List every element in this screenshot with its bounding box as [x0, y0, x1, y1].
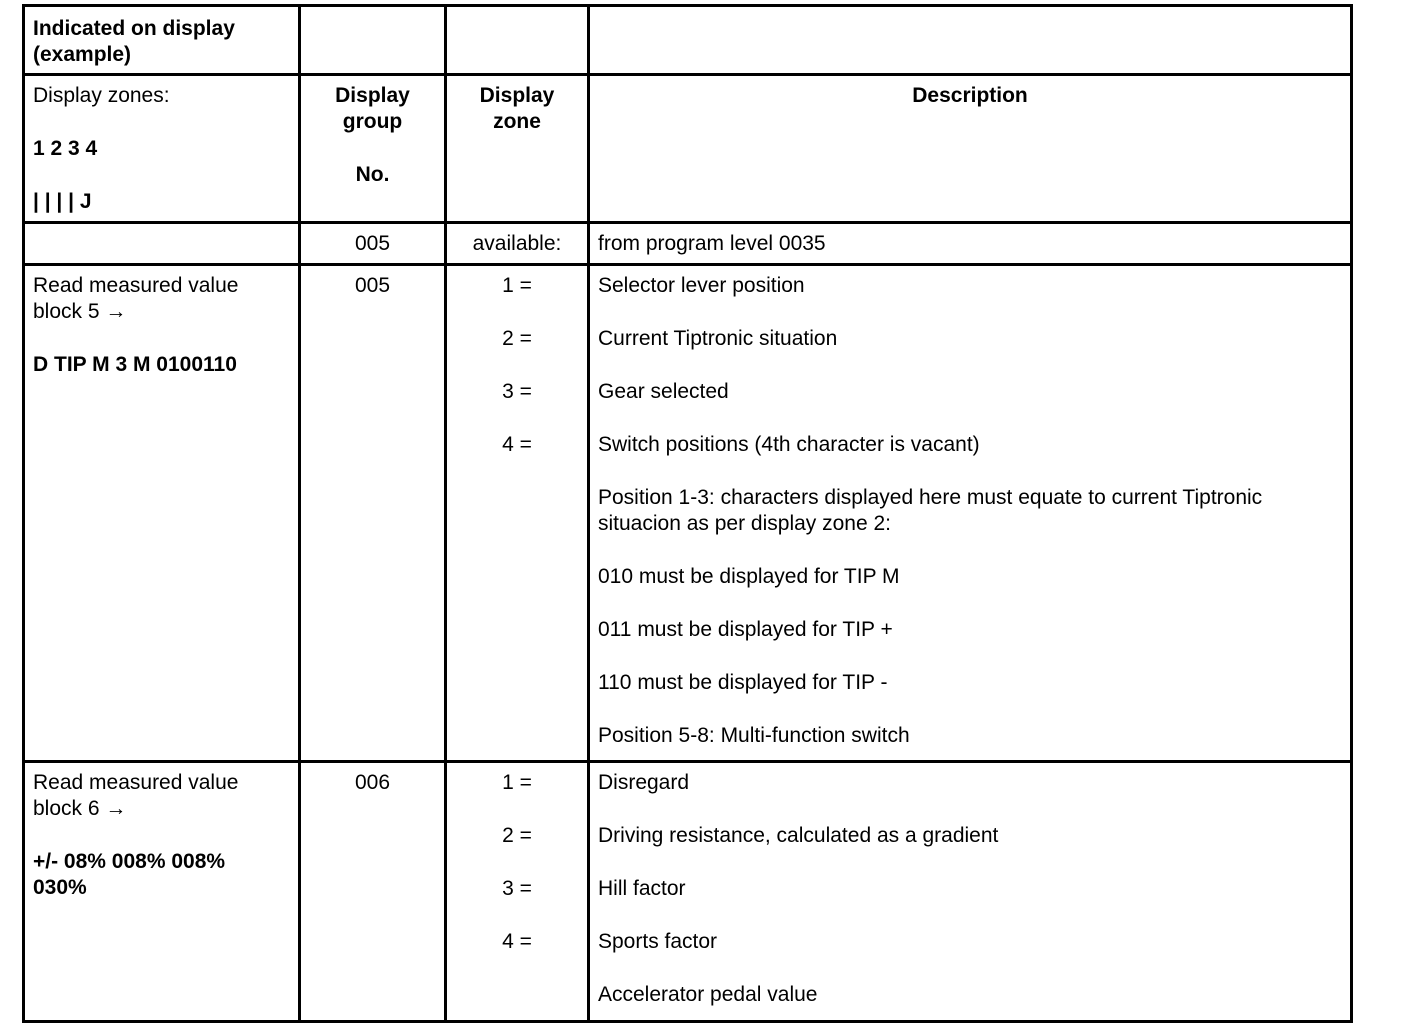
- col1-header-cell: [24, 6, 300, 75]
- block5-description-7: 011 must be displayed for TIP +: [598, 618, 893, 641]
- block5-zone-1: 1 =: [502, 274, 532, 297]
- block6-zone-2: 2 =: [502, 824, 532, 847]
- block5-row: [24, 265, 1352, 762]
- display-zone-header-line2: zone: [493, 110, 541, 133]
- block6-zone-cell: [446, 762, 589, 1022]
- block6-zone-3: 3 =: [502, 877, 532, 900]
- availability-description-cell: [589, 223, 1352, 265]
- block5-description-5: Position 1-3: characters displayed here must equate to current Tiptronic situacion as per display zone 2:: [598, 486, 1263, 535]
- display-group-header-line3: No.: [355, 163, 390, 186]
- empty-header-cell: [446, 6, 589, 75]
- block6-row: [24, 762, 1352, 1022]
- availability-description: from program level 0035: [598, 232, 826, 255]
- description-header-title: Description: [912, 84, 1028, 107]
- description-header-cell: [589, 75, 1352, 223]
- block5-zone-cell: [446, 265, 589, 762]
- block5-description-9: Position 5-8: Multi-function switch: [598, 724, 910, 747]
- block6-description-2: Driving resistance, calculated as a gradient: [598, 824, 999, 847]
- display-zones-cell: [24, 75, 300, 223]
- display-zones-markers: | | | | J: [33, 190, 92, 213]
- block5-display-cell: [24, 265, 300, 762]
- display-zone-header-line1: Display: [479, 84, 555, 107]
- block5-zone-2: 2 =: [502, 327, 532, 350]
- block6-display-cell: [24, 762, 300, 1022]
- block5-group-cell: [300, 265, 446, 762]
- block6-description-1: Disregard: [598, 771, 690, 794]
- availability-zone-cell: [446, 223, 589, 265]
- block5-description-2: Current Tiptronic situation: [598, 327, 838, 350]
- availability-zone: available:: [472, 232, 562, 255]
- availability-empty-cell: [24, 223, 300, 265]
- empty-header-cell: [300, 6, 446, 75]
- block6-group: 006: [354, 771, 391, 794]
- block5-display-value: D TIP M 3 M 0100110: [33, 353, 237, 376]
- block6-description-5: Accelerator pedal value: [598, 983, 818, 1006]
- block6-zone-1: 1 =: [502, 771, 532, 794]
- block5-group: 005: [354, 274, 391, 297]
- block5-zone-4: 4 =: [502, 433, 532, 456]
- block6-description-cell: [589, 762, 1352, 1022]
- availability-group: 005: [354, 232, 391, 255]
- block5-zone-3: 3 =: [502, 380, 532, 403]
- display-group-header-cell: [300, 75, 446, 223]
- col1-header-title: Indicated on display (example): [33, 17, 235, 66]
- display-group-header-line2: group: [342, 110, 403, 133]
- block5-description-6: 010 must be displayed for TIP M: [598, 565, 900, 588]
- block6-read-line1: Read measured value: [33, 771, 239, 794]
- block5-description-8: 110 must be displayed for TIP -: [598, 671, 888, 694]
- measured-value-table: [22, 4, 1353, 1023]
- availability-group-cell: [300, 223, 446, 265]
- availability-row: [24, 223, 1352, 265]
- block6-description-4: Sports factor: [598, 930, 718, 953]
- block6-group-cell: [300, 762, 446, 1022]
- block6-zone-4: 4 =: [502, 930, 532, 953]
- block5-read-line1: Read measured value: [33, 274, 239, 297]
- block6-description-3: Hill factor: [598, 877, 686, 900]
- block5-read-line2: block 5 →: [33, 300, 127, 323]
- empty-header-cell: [589, 6, 1352, 75]
- block6-display-value: +/- 08% 008% 008% 030%: [33, 850, 226, 899]
- column-header-row: [24, 75, 1352, 223]
- block5-description-4: Switch positions (4th character is vacant): [598, 433, 980, 456]
- display-zones-label: Display zones:: [33, 84, 170, 107]
- display-zone-header-cell: [446, 75, 589, 223]
- header-title-row: [24, 6, 1352, 75]
- block5-description-cell: [589, 265, 1352, 762]
- block5-description-3: Gear selected: [598, 380, 729, 403]
- display-zones-numbers: 1 2 3 4: [33, 137, 98, 160]
- block6-read-line2: block 6 →: [33, 797, 127, 820]
- block5-description-1: Selector lever position: [598, 274, 805, 297]
- display-group-header-line1: Display: [335, 84, 410, 107]
